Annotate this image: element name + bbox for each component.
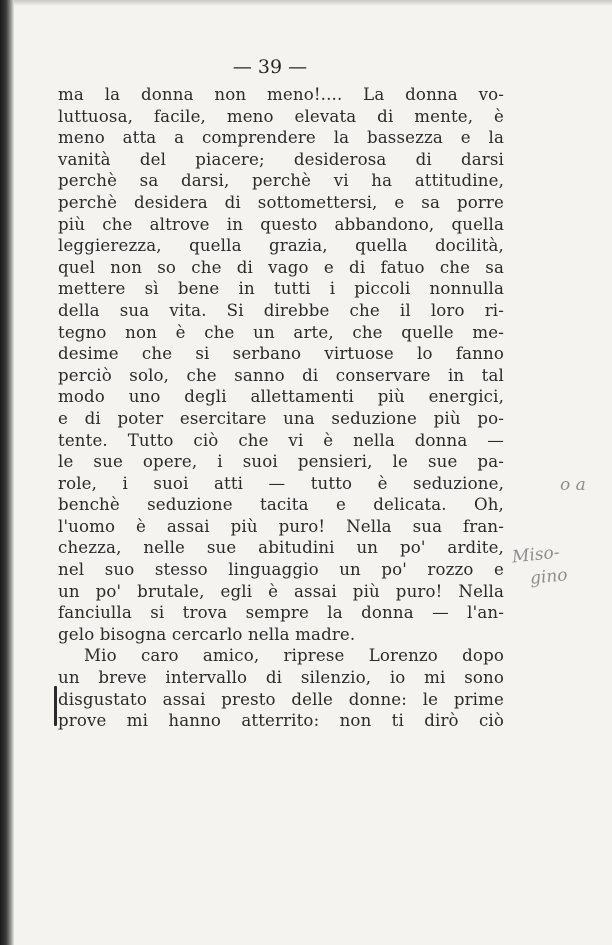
text-line: tegno non è che un arte, che quelle me-	[58, 322, 504, 342]
text-line: tente. Tutto ciò che vi è nella donna —	[58, 430, 504, 450]
page-top-edge	[14, 0, 612, 6]
text-line: vanità del piacere; desiderosa di darsi	[58, 149, 504, 169]
text-line: un breve intervallo di silenzio, io mi sono	[58, 668, 504, 688]
text-line: gelo bisogna cercarlo nella madre.	[58, 624, 356, 644]
text-line: fanciulla si trova sempre la donna — l'an-	[58, 603, 504, 623]
margin-note: Miso-	[511, 542, 561, 568]
text-line: della sua vita. Si direbbe che il loro ri-	[58, 300, 504, 320]
book-spine-shadow	[0, 0, 14, 945]
text-line: un po' brutale, egli è assai più puro! Nella	[58, 581, 504, 601]
text-line: perchè desidera di sottomettersi, e sa porre	[58, 192, 504, 212]
text-line: chezza, nelle sue abitudini un po' ardite,	[58, 538, 504, 558]
body-text	[58, 84, 504, 732]
text-line: perciò solo, che sanno di conservare in tal	[58, 365, 504, 385]
text-line: le sue opere, i suoi pensieri, le sue pa-	[58, 452, 504, 472]
text-line: disgustato assai presto delle donne: le prime	[58, 689, 504, 709]
text-line: l'uomo è assai più puro! Nella sua fran-	[58, 516, 504, 536]
page-number: — 39 —	[232, 56, 308, 78]
margin-bracket-mark	[54, 686, 57, 726]
text-line: prove mi hanno atterrito: non ti dirò ciò	[58, 711, 504, 731]
text-line: modo uno degli allettamenti più energici,	[58, 387, 504, 407]
text-line: quel non so che di vago e di fatuo che sa	[58, 257, 504, 277]
text-line: role, i suoi atti — tutto è seduzione,	[58, 473, 504, 493]
margin-note: o a	[560, 475, 586, 495]
text-line: leggierezza, quella grazia, quella docilità,	[58, 236, 504, 256]
text-line: benchè seduzione tacita e delicata. Oh,	[58, 495, 504, 515]
text-line: e di poter esercitare una seduzione più po-	[58, 408, 504, 428]
text-line: luttuosa, facile, meno elevata di mente, è	[58, 106, 504, 126]
text-line: mettere sì bene in tutti i piccoli nonnulla	[58, 279, 504, 299]
margin-note: gino	[529, 565, 569, 589]
text-line: più che altrove in questo abbandono, quella	[58, 214, 504, 234]
text-line: ma la donna non meno!.... La donna vo-	[58, 85, 504, 104]
text-line: meno atta a comprendere la bassezza e la	[58, 128, 504, 148]
text-line: perchè sa darsi, perchè vi ha attitudine,	[58, 171, 504, 191]
text-line: desime che si serbano virtuose lo fanno	[58, 344, 504, 364]
text-line: nel suo stesso linguaggio un po' rozzo e	[58, 560, 504, 580]
text-line: Mio caro amico, riprese Lorenzo dopo	[84, 646, 504, 666]
